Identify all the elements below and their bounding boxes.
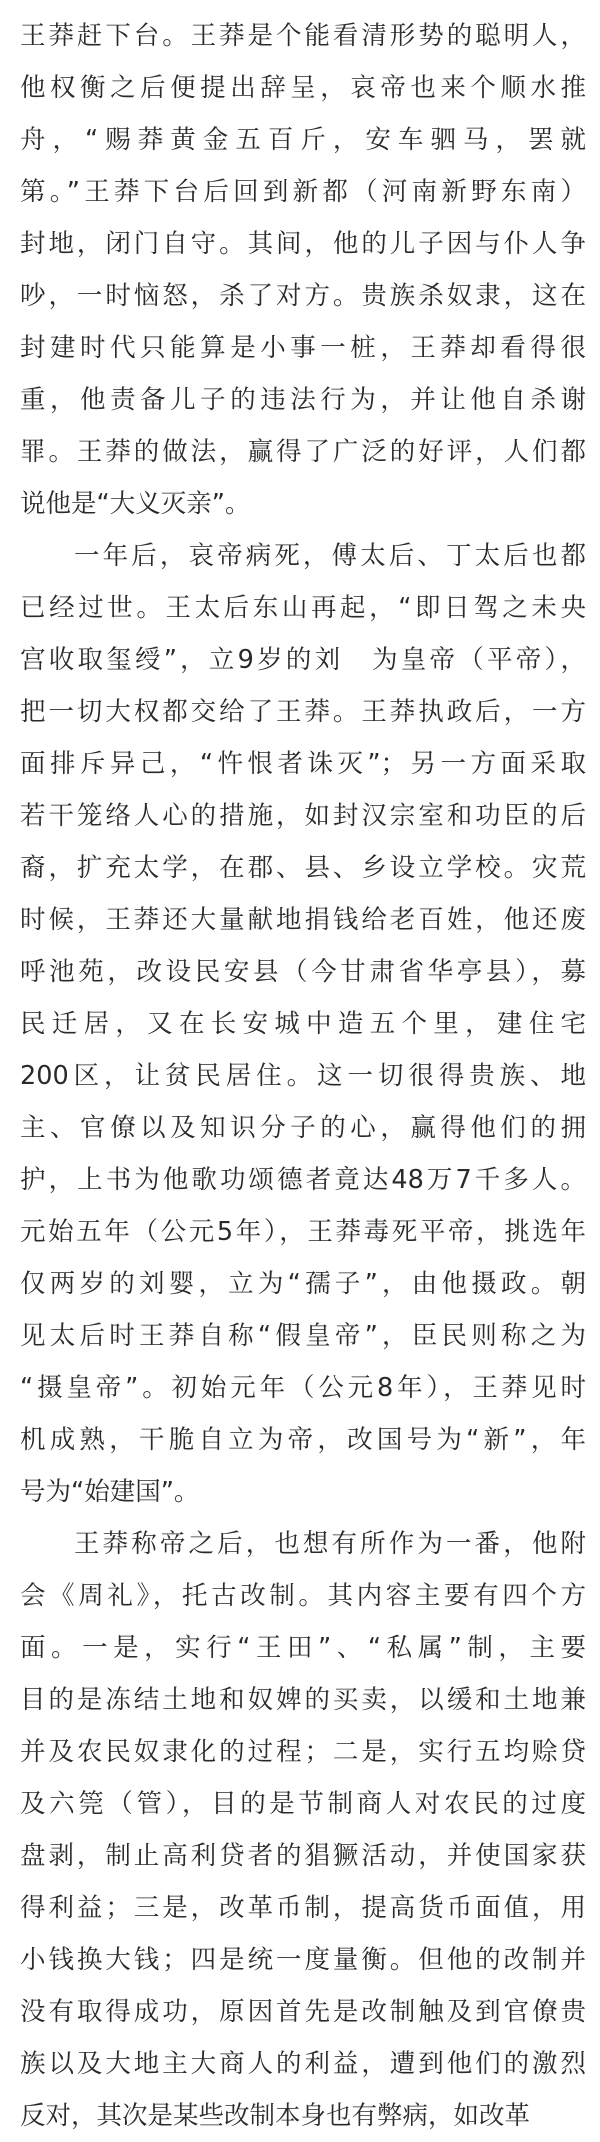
text-line: “摄皇帝”。初始元年（公元8年），王莽见时 <box>20 1373 586 1403</box>
text-line: 时候，王莽还大量献地捐钱给老百姓，他还废 <box>20 905 586 935</box>
text-line: 会《周礼》，托古改制。其内容主要有四个方 <box>20 1581 586 1611</box>
text-line: 仅两岁的刘婴，立为“孺子”，由他摄政。朝 <box>20 1269 586 1299</box>
text-line: 族以及大地主大商人的利益，遭到他们的激烈 <box>20 2049 586 2079</box>
text-line: 目的是冻结土地和奴婢的买卖，以缓和土地兼 <box>20 1685 586 1715</box>
text-line: 宫收取玺绶”，立9岁的刘 为皇帝（平帝）， <box>20 645 586 675</box>
text-line: 机成熟，干脆自立为帝，改国号为“新”，年 <box>20 1425 586 1455</box>
text-line: 面排斥异己，“忤恨者诛灭”；另一方面采取 <box>20 749 586 779</box>
text-line: 裔，扩充太学，在郡、县、乡设立学校。灾荒 <box>20 853 586 883</box>
text-line: 把一切大权都交给了王莽。王莽执政后，一方 <box>20 697 586 727</box>
text-line: 吵，一时恼怒，杀了对方。贵族杀奴隶，这在 <box>20 281 586 311</box>
text-line: 没有取得成功，原因首先是改制触及到官僚贵 <box>20 1997 586 2027</box>
text-line: 已经过世。王太后东山再起，“即日驾之未央 <box>20 593 586 623</box>
text-line: 舟，“赐莽黄金五百斤，安车驷马，罢就 <box>20 125 586 155</box>
text-line: 他权衡之后便提出辞呈，哀帝也来个顺水推 <box>20 73 586 103</box>
text-line: 罪。王莽的做法，赢得了广泛的好评，人们都 <box>20 437 586 467</box>
text-line: 民迁居，又在长安城中造五个里，建住宅 <box>20 1009 586 1039</box>
text-line: 反对，其次是某些改制本身也有弊病，如改革 <box>20 2101 531 2131</box>
text-line: 200区，让贫民居住。这一切很得贵族、地 <box>20 1061 586 1091</box>
text-line: 重，他责备儿子的违法行为，并让他自杀谢 <box>20 385 586 415</box>
text-line: 一年后，哀帝病死，傅太后、丁太后也都 <box>74 541 586 571</box>
text-line: 第。”王莽下台后回到新都（河南新野东南） <box>20 177 586 207</box>
paragraph <box>20 10 586 530</box>
text-line: 护，上书为他歌功颂德者竟达48万7千多人。 <box>20 1165 586 1195</box>
paragraph <box>20 1518 586 2142</box>
text-line: 及六筦（管），目的是节制商人对农民的过度 <box>20 1789 586 1819</box>
text-line: 封地，闭门自守。其间，他的儿子因与仆人争 <box>20 229 586 259</box>
text-line: 得利益；三是，改革币制，提高货币面值，用 <box>20 1893 586 1923</box>
text-line: 号为“始建国”。 <box>20 1477 200 1507</box>
text-line: 封建时代只能算是小事一桩，王莽却看得很 <box>20 333 586 363</box>
text-line: 并及农民奴隶化的过程；二是，实行五均赊贷 <box>20 1737 586 1767</box>
text-line: 若干笼络人心的措施，如封汉宗室和功臣的后 <box>20 801 586 831</box>
text-line: 面。一是，实行“王田”、“私属”制，主要 <box>20 1633 586 1663</box>
paragraph <box>20 530 586 1518</box>
text-line: 主、官僚以及知识分子的心，赢得他们的拥 <box>20 1113 586 1143</box>
text-line: 呼池苑，改设民安县（今甘肃省华亭县），募 <box>20 957 586 987</box>
text-line: 王莽称帝之后，也想有所作为一番，他附 <box>74 1529 586 1559</box>
article-body <box>20 10 586 2142</box>
text-line: 王莽赶下台。王莽是个能看清形势的聪明人， <box>20 21 586 51</box>
text-line: 小钱换大钱；四是统一度量衡。但他的改制并 <box>20 1945 586 1975</box>
text-line: 见太后时王莽自称“假皇帝”，臣民则称之为 <box>20 1321 586 1351</box>
text-line: 说他是“大义灭亲”。 <box>20 489 251 519</box>
text-line: 盘剥，制止高利贷者的猖獗活动，并使国家获 <box>20 1841 586 1871</box>
text-line: 元始五年（公元5年），王莽毒死平帝，挑选年 <box>20 1217 586 1247</box>
